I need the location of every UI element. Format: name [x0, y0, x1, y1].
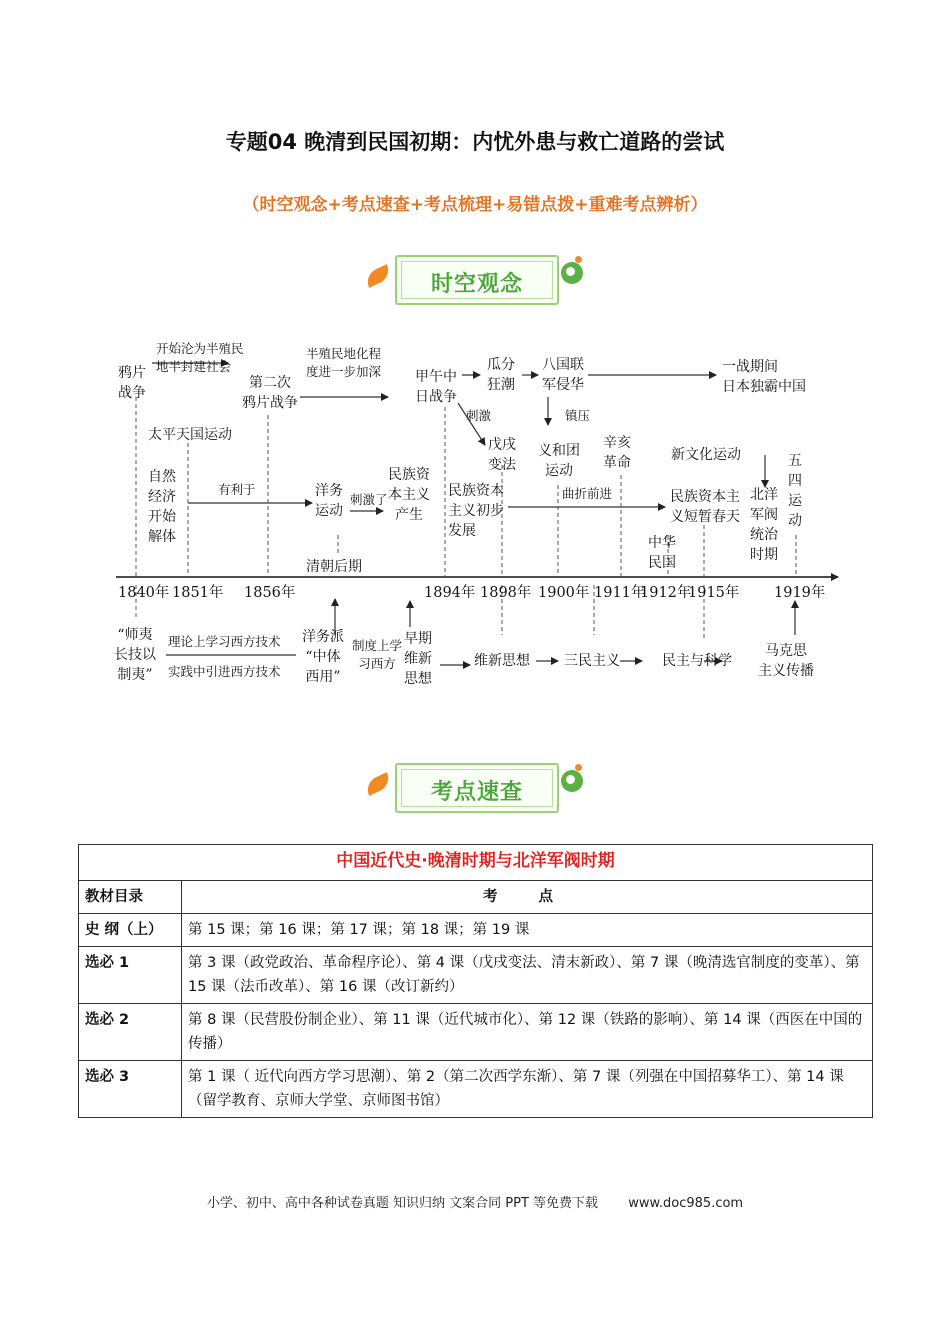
- row-book: 选必 1: [79, 947, 182, 1004]
- label-practice: 实践中引进西方技术: [168, 664, 281, 679]
- label-ww1: 一战期间 日本独霸中国: [722, 359, 806, 395]
- banner-label: 时空观念: [430, 272, 523, 297]
- leaf-icon: [363, 772, 392, 796]
- footer-link[interactable]: www.doc985.com: [628, 1196, 744, 1211]
- year-1856: 1856年: [244, 585, 296, 601]
- label-stimulate: 刺激: [466, 408, 492, 423]
- label-institution: 制度上学 习西方: [352, 638, 403, 671]
- footer-text: 小学、初中、高中各种试卷真题 知识归纳 文案合同 PPT 等免费下载: [206, 1196, 599, 1211]
- label-stimulated: 刺激了: [350, 492, 388, 507]
- label-partition: 瓜分 狂潮: [487, 357, 515, 393]
- label-late-qing: 清朝后期: [306, 559, 362, 575]
- label-xinhai: 辛亥 革命: [603, 435, 631, 471]
- history-timeline: [110, 335, 845, 695]
- label-suppress: 镇压: [565, 408, 591, 423]
- row-book: 史 纲（上）: [79, 914, 182, 947]
- label-reform-1898: 戊戌 变法: [488, 437, 516, 473]
- row-content: 第 8 课（民营股份制企业）、第 11 课（近代城市化）、第 12 课（铁路的影响）、第 14 课（西医在中国的传播）: [182, 1004, 873, 1061]
- header-book: 教材目录: [79, 881, 182, 914]
- banner-frame: [395, 763, 559, 813]
- dot-icon: [575, 764, 582, 771]
- label-national-capital: 民族资 本主义 产生: [388, 467, 430, 523]
- row-content: 第 3 课（政党政治、革命程序论）、第 4 课（戊戌变法、清末新政）、第 7 课（晚清选官制度的变革）、第 15 课（法币改革）、第 16 课（改订新约）: [182, 947, 873, 1004]
- label-beiyang: 北洋 军阀 统治 时期: [750, 487, 778, 563]
- table-row: [79, 1004, 873, 1061]
- circle-icon: [561, 262, 583, 284]
- year-1915: 1915年: [688, 585, 740, 601]
- row-content: 第 1 课（ 近代向西方学习思潮）、第 2（第二次西学东渐）、第 7 课（列强在中国招募华工）、第 14 课（留学教育、京师大学堂、京师图书馆）: [182, 1061, 873, 1118]
- year-1911: 1911年: [594, 585, 646, 601]
- year-1912: 1912年: [640, 585, 692, 601]
- label-second-opium-war: 第二次 鸦片战争: [242, 375, 298, 411]
- year-1840: 1840年: [118, 585, 170, 601]
- year-1919: 1919年: [774, 585, 826, 601]
- year-1898: 1898年: [480, 585, 532, 601]
- label-may-fourth: 五 四 运 动: [788, 453, 802, 529]
- label-eight-nation: 八国联 军侵华: [542, 357, 584, 393]
- label-opium-war: 鸦片 战争: [118, 365, 146, 401]
- row-book: 选必 3: [79, 1061, 182, 1118]
- syllabus-table: [78, 844, 873, 1118]
- table-caption-row: [79, 845, 873, 881]
- label-westernization: 洋务 运动: [315, 483, 343, 519]
- year-1900: 1900年: [538, 585, 590, 601]
- row-content: 第 15 课；第 16 课；第 17 课；第 18 课；第 19 课: [182, 914, 873, 947]
- label-boxer: 义和团 运动: [538, 443, 580, 479]
- leaf-icon: [363, 264, 392, 288]
- label-learn-barbarians: “师夷 长技以 制夷”: [114, 627, 156, 683]
- banner-label: 考点速查: [430, 780, 523, 805]
- circle-icon: [561, 770, 583, 792]
- banner-frame: [395, 255, 559, 305]
- label-early-reform: 早期 维新 思想: [404, 631, 432, 687]
- table-row: [79, 1061, 873, 1118]
- year-1894: 1894年: [424, 585, 476, 601]
- table-header-row: [79, 881, 873, 914]
- page-title: 专题04 晚清到民国初期：内忧外患与救亡道路的尝试: [225, 130, 725, 154]
- table-row: [79, 947, 873, 1004]
- label-initial-dev: 民族资本 主义初步 发展: [448, 483, 504, 539]
- label-deepening: 半殖民地化程 度进一步加深: [306, 346, 382, 379]
- label-democracy-science: 民主与科学: [662, 653, 732, 669]
- year-1851: 1851年: [172, 585, 224, 601]
- banner-spacetime: [365, 252, 590, 308]
- label-roc: 中华 民国: [648, 535, 676, 571]
- label-natural-economy: 自然 经济 开始 解体: [148, 469, 176, 545]
- label-new-culture: 新文化运动: [671, 447, 741, 463]
- label-tortuous: 曲折前进: [562, 486, 613, 501]
- label-semi-colonial: 开始沦为半殖民 地半封建社会: [156, 341, 244, 374]
- label-marxism: 马克思 主义传播: [758, 643, 814, 679]
- label-sino-japanese-war: 甲午中 日战争: [415, 369, 457, 405]
- page-footer: [0, 1192, 950, 1211]
- label-taiping: 太平天国运动: [148, 427, 232, 443]
- label-beneficial: 有利于: [218, 482, 256, 497]
- label-three-principles: 三民主义: [564, 653, 620, 669]
- row-book: 选必 2: [79, 1004, 182, 1061]
- page-subtitle: （时空观念+考点速查+考点梳理+易错点拨+重难考点辨析）: [242, 195, 708, 215]
- label-reform-thought: 维新思想: [474, 653, 530, 669]
- label-short-spring: 民族资本主 义短暂春天: [670, 489, 740, 525]
- table-row: [79, 914, 873, 947]
- label-zhongti: 洋务派 “中体 西用”: [302, 629, 344, 685]
- table-caption: 中国近代史·晚清时期与北洋军阀时期: [79, 845, 873, 881]
- dot-icon: [575, 256, 582, 263]
- label-theory: 理论上学习西方技术: [168, 634, 281, 649]
- header-points: 考 点: [182, 881, 873, 914]
- banner-quickcheck: [365, 760, 590, 816]
